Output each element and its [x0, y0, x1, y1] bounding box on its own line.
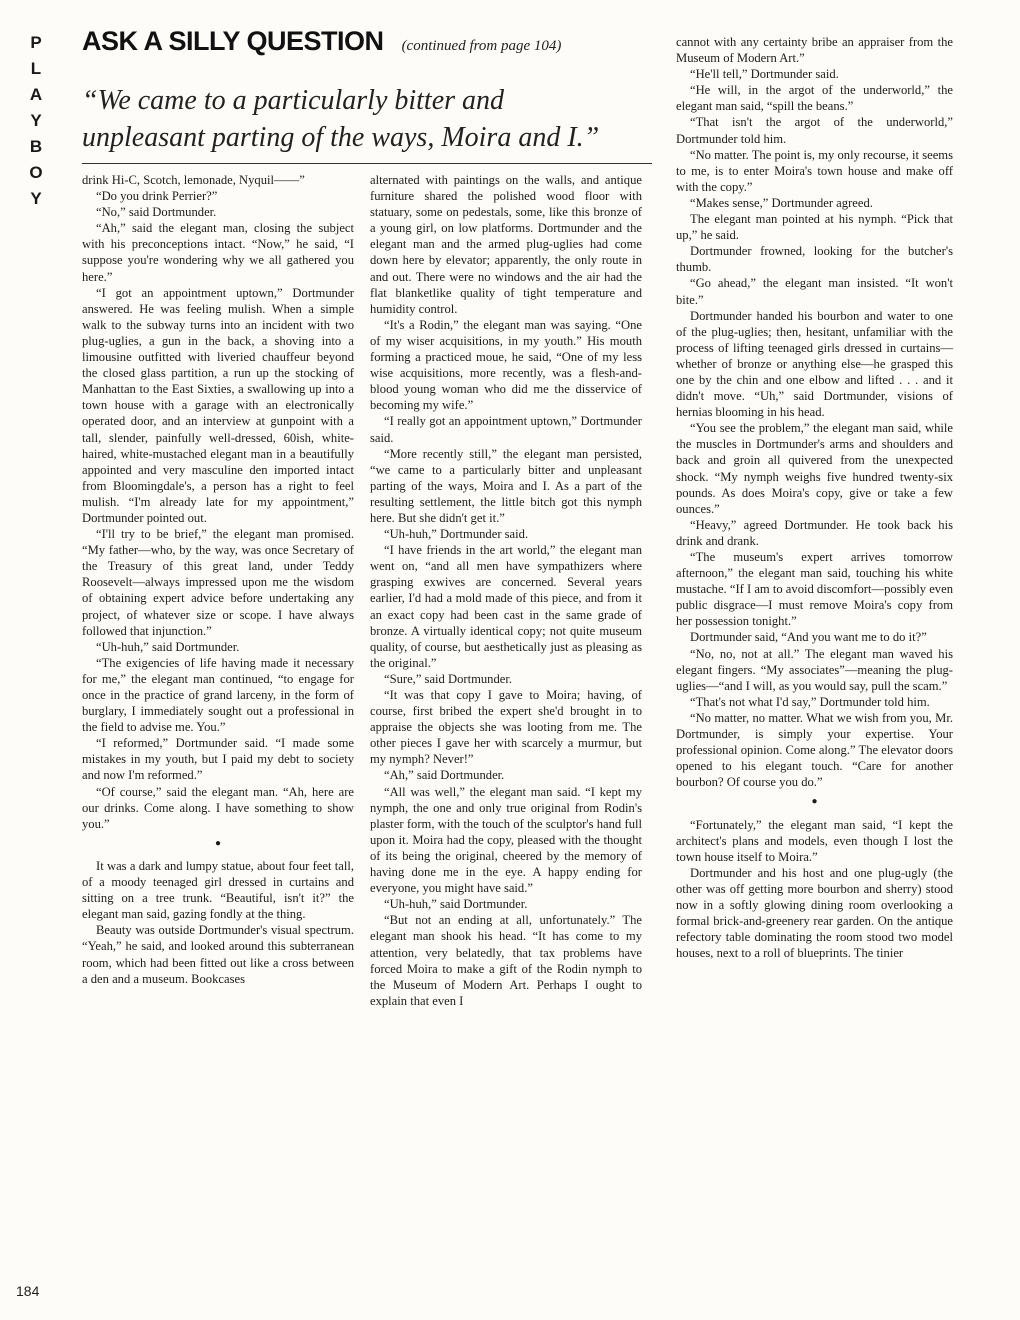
paragraph: “Uh-huh,” said Dortmunder. — [384, 897, 528, 912]
paragraph: “The museum's expert arrives tomorrow afternoon,” the elegant man said, touching his white mustache. “If I am to avoid discomfort—possibly even public disgrace—I must remove Moira's copy from her possession tonight.” — [676, 550, 953, 629]
paragraph: “Sure,” said Dortmunder. — [384, 671, 513, 686]
spine-letter: P — [30, 33, 42, 52]
paragraph: “Do you drink Perrier?” — [96, 189, 218, 204]
spine-letter: Y — [30, 111, 42, 130]
paragraph: “Uh-huh,” Dortmunder said. — [384, 527, 529, 542]
paragraph: “I have friends in the art world,” the elegant man went on, “and all men have sympathizers where grasping exwives are concerned. Several years earlier, I'd had a mold made of this piece, and from it an exact copy had been cast in the same grade of bronze. A virtually identical copy; not quite museum quality, of course, but aesthetically just as pleasing as the original.” — [370, 543, 642, 670]
paragraph: “No matter, no matter. What we wish from you, Mr. Dortmunder, is simply your expertise. Your professional opinion. Come along.” The elevator doors opened to his elegant touch. “Care for another bourbon? Of course you do.” — [676, 710, 953, 790]
paragraph: “Of course,” said the elegant man. “Ah, here are our drinks. Come along. I have something to show you.” — [82, 784, 354, 831]
paragraph: “The exigencies of life having made it necessary for me,” the elegant man continued, “to engage for once in the practice of grand larceny, in the form of burglary, I immediately sought out a professional in the field to advise me. You.” — [82, 655, 354, 735]
paragraph: alternated with paintings on the walls, and antique furniture shared the polished wood floor with statuary, some on pedestals, some, like this bronze of a young girl, on low platforms. Dortmunder and the elegant man and the armed plug-uglies had come down here by elevator; apparently, the only route in and out. There were no windows and the air had the flat blanketlike quality of tight temperature and humidity control. — [370, 173, 642, 316]
paragraph: Dortmunder said, “And you want me to do it?” — [690, 630, 927, 645]
paragraph: “Ah,” said the elegant man, closing the subject with his preconceptions intact. “Now,” he said, “I suppose you're wondering why we all gathered you here.” — [82, 221, 354, 284]
paragraph: “I'll try to be brief,” the elegant man promised. “My father—who, by the way, was once Secretary of the Treasury of this great land, under Teddy Roosevelt—always impressed upon me the wisdom of obtaining expert advice before undertaking any project, of whatever size or scope. I have always followed that injunction.” — [82, 527, 354, 638]
article-title: ASK A SILLY QUESTION — [82, 26, 384, 56]
paragraph: Beauty was outside Dortmunder's visual spectrum. “Yeah,” he said, and looked around this subterranean room, which had been fitted out like a cross between a den and a museum. Bookcases — [82, 923, 354, 986]
pull-quote: “We came to a particularly bitter and unpleasant parting of the ways, Moira and I.” — [82, 85, 600, 153]
paragraph: “No, no, not at all.” The elegant man waved his elegant fingers. “My associates”—meaning the plug-uglies—“and I will, as you would say, pull the scam.” — [676, 646, 953, 693]
continued-note: (continued from page 104) — [401, 38, 562, 54]
article-header — [82, 26, 652, 57]
paragraph: It was a dark and lumpy statue, about four feet tall, of a moody teenaged girl dressed in curtains and sitting on a tree trunk. “Beautiful, isn't it?” the elegant man said, gazing fondly at the thing. — [82, 858, 354, 922]
paragraph: “No,” said Dortmunder. — [96, 205, 217, 220]
spine-letter: O — [29, 163, 43, 182]
section-separator: ● — [214, 837, 222, 849]
paragraph: drink Hi-C, Scotch, lemonade, Nyquil——” — [82, 173, 305, 187]
paragraph: “Makes sense,” Dortmunder agreed. — [690, 195, 873, 210]
paragraph: “But not an ending at all, unfortunately.” The elegant man shook his head. “It has come to my attention, very belatedly, that tax problems have forced Moira to make a gift of the Rodin nymph to the Museum of Modern Art. Perhaps I ought to explain that even I — [370, 913, 642, 1008]
page-number: 184 — [16, 1283, 40, 1299]
text-column-1 — [82, 172, 354, 987]
paragraph: The elegant man pointed at his nymph. “Pick that up,” he said. — [676, 212, 953, 243]
magazine-spine-title — [22, 30, 50, 212]
paragraph: “I really got an appointment uptown,” Dortmunder said. — [370, 414, 642, 445]
paragraph: “More recently still,” the elegant man persisted, “we came to a particularly bitter and unpleasant parting of the ways, Moira and I. As a part of the resulting settlement, the little bitch got this nymph here. But she didn't get it.” — [370, 446, 642, 525]
paragraph: “No matter. The point is, my only recourse, it seems to me, is to enter Moira's town house and make off with the copy.” — [676, 147, 953, 194]
text-column-3 — [676, 34, 953, 961]
paragraph: cannot with any certainty bribe an appraiser from the Museum of Modern Art.” — [676, 35, 953, 66]
paragraph: “Uh-huh,” said Dortmunder. — [96, 639, 240, 654]
paragraph: “I reformed,” Dortmunder said. “I made some mistakes in my youth, but I paid my debt to society and now I'm reformed.” — [82, 736, 354, 783]
spine-letter: L — [30, 59, 42, 78]
paragraph: “It was that copy I gave to Moira; having, of course, first bribed the expert she'd brought in to appraise the objects she was looting from me. The other pieces I gave her with scarcely a murmur, but my nymph? Never!” — [370, 688, 642, 767]
text-column-2 — [370, 172, 642, 1009]
section-separator: ● — [811, 796, 818, 808]
paragraph: “Heavy,” agreed Dortmunder. He took back his drink and drank. — [676, 517, 953, 548]
paragraph: Dortmunder and his host and one plug-ugly (the other was off getting more bourbon and sherry) stood now in a softly glowing dining room overlooking a formal brick-and-greenery rear garden. On the antique refectory table dominating the room stood two model houses, next to a roll of blueprints. The tinier — [676, 865, 953, 961]
paragraph: “That's not what I'd say,” Dortmunder told him. — [690, 694, 930, 709]
paragraph: “It's a Rodin,” the elegant man was saying. “One of my wiser acquisitions, in my youth.” His mouth forming a practiced moue, he said, “One of my less wise acquisitions, more recently, was a flesh-and-blood young woman who did me the disservice of becoming my wife.” — [370, 317, 642, 413]
paragraph: “That isn't the argot of the underworld,” Dortmunder told him. — [676, 115, 953, 146]
spine-letter: Y — [30, 189, 42, 208]
paragraph: “All was well,” the elegant man said. “I kept my nymph, the one and only true original from Rodin's plaster form, with the touch of the sculptor's hand full upon it. Moira had the copy, pleased with the thought of its being the original, cheered by the memory of having done me in the eye. A happy ending for everyone, you might have said.” — [370, 784, 642, 896]
paragraph: “Go ahead,” the elegant man insisted. “It won't bite.” — [676, 276, 953, 307]
paragraph: “Ah,” said Dortmunder. — [384, 768, 505, 783]
paragraph: “Fortunately,” the elegant man said, “I kept the architect's plans and models, even though I lost the town house itself to Moira.” — [676, 817, 953, 864]
paragraph: “He'll tell,” Dortmunder said. — [690, 67, 839, 82]
paragraph: Dortmunder frowned, looking for the butcher's thumb. — [676, 244, 953, 275]
paragraph: “You see the problem,” the elegant man said, while the muscles in Dortmunder's arms and shoulders and back and groin all quivered from the unexpected shock. “My nymph weighs five hundred twenty-six pounds. As does Moira's copy, give or take a few ounces.” — [676, 421, 953, 516]
header-divider — [82, 163, 652, 164]
spine-letter: A — [29, 85, 43, 104]
spine-letter: B — [29, 137, 43, 156]
paragraph: “He will, in the argot of the underworld,” the elegant man said, “spill the beans.” — [676, 83, 953, 114]
paragraph: Dortmunder handed his bourbon and water to one of the plug-uglies; then, hesitant, unfamiliar with the process of lifting teenaged girls dressed in curtains—whether of bronze or anything else—he grasped this one by the chin and one elbow and lifted . . . and it didn't move. “Uh,” said Dortmunder, visions of hernias blooming in his head. — [676, 308, 953, 420]
paragraph: “I got an appointment uptown,” Dortmunder answered. He was feeling mulish. When a simple walk to the subway turns into an incident with two plug-uglies, a gun in the back, a shoving into a limousine outfitted with liveried chauffeur beyond the closed glass partition, a run up the stocking of Manhattan to the East Sixties, a swallowing up into a town house with a garage with an electronically operated door, and an interview at gunpoint with a tall, slender, painfully well-dressed, 60ish, white-haired, white-mustached elegant man in a beautifully appointed and very masculine den imported intact from Bloomingdale's, a person has a right to feel mulish. “I'm already late for my appointment,” Dortmunder pointed out. — [82, 285, 354, 525]
